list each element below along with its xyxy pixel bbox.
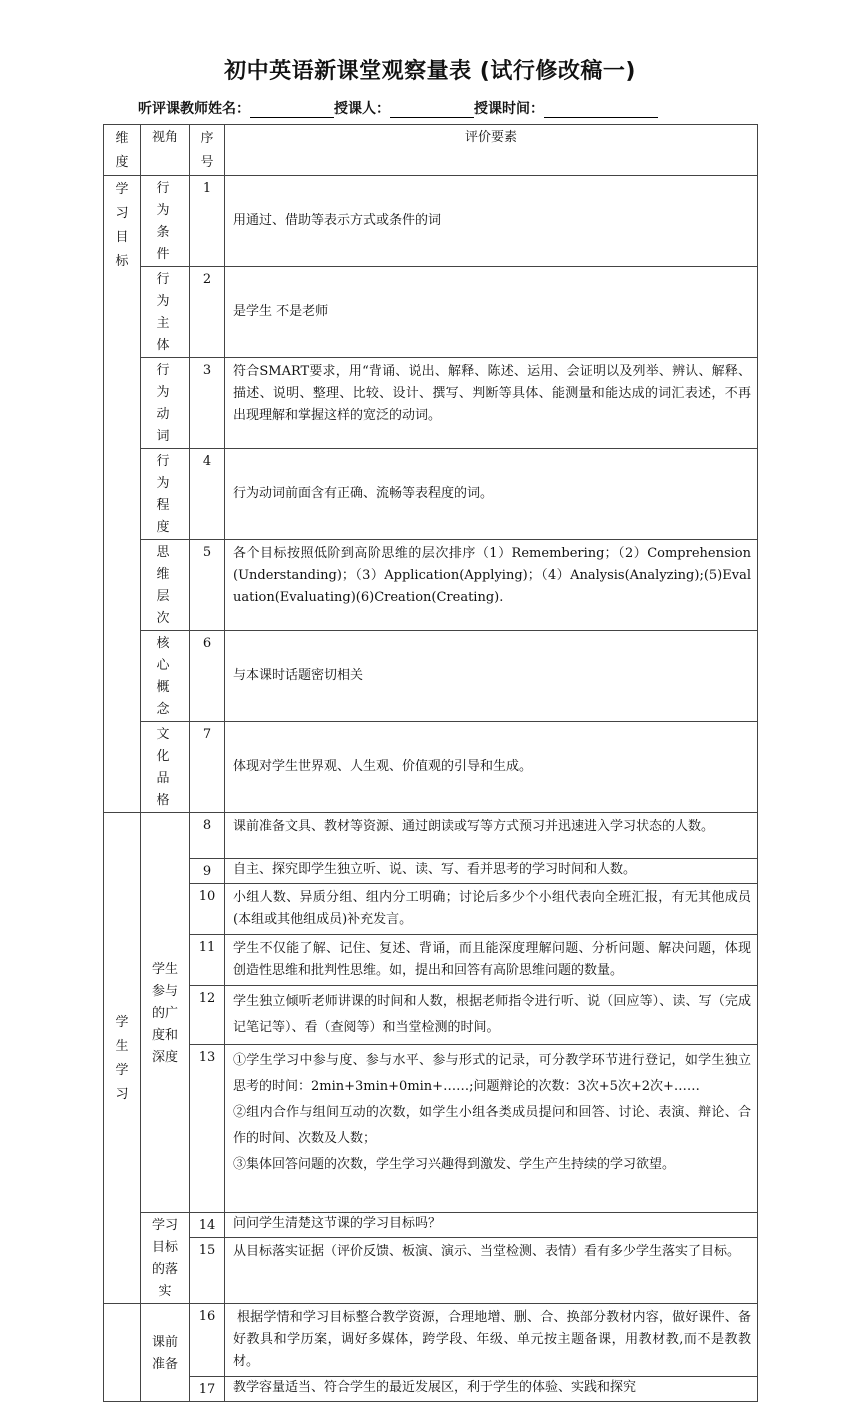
table-row (104, 1238, 758, 1304)
table-row (104, 176, 758, 267)
criteria-text: 学生独立倾听老师讲课的时间和人数，根据老师指令进行听、说（回应等）、读、写（完成记笔记等）、看（查阅等）和当堂检测的时间。 (225, 986, 758, 1045)
criteria-text: 教学容量适当、符合学生的最近发展区，利于学生的体验、实践和探究 (225, 1377, 758, 1402)
criteria-text: 体现对学生世界观、人生观、价值观的引导和生成。 (225, 722, 758, 813)
observer-name-label: 听评课教师姓名： (138, 101, 250, 117)
table-row (104, 986, 758, 1045)
table-row (104, 859, 758, 884)
criteria-paragraph: ③集体回答问题的次数，学生学习兴趣得到激发、学生产生持续的学习欲望。 (233, 1157, 676, 1172)
class-time-label: 授课时间： (474, 101, 544, 117)
criteria-text: 自主、探究即学生独立听、说、读、写、看并思考的学习时间和人数。 (225, 859, 758, 884)
table-row (104, 540, 758, 631)
perspective-goal-achievement: 学习目标的落实 (141, 1213, 190, 1304)
header-number: 序号 (190, 125, 225, 176)
table-row (104, 1045, 758, 1213)
criteria-text: 学生不仅能了解、记住、复述、背诵，而且能深度理解问题、分析问题、解决问题，体现创造性思维和批判性思维。如，提出和回答有高阶思维问题的数量。 (225, 935, 758, 986)
criteria-text: 符合SMART要求，用“背诵、说出、解释、陈述、运用、会证明以及列举、辨认、解释、描述、说明、整理、比较、设计、撰写、判断等具体、能测量和能达成的词汇表述，不再出现理解和掌握这样的宽泛的动词。 (225, 358, 758, 449)
row-number: 7 (190, 722, 225, 813)
row-number: 4 (190, 449, 225, 540)
table-row (104, 884, 758, 935)
perspective-cell: 思维层次 (141, 540, 190, 631)
row-number: 17 (190, 1377, 225, 1402)
perspective-cell: 行为主体 (141, 267, 190, 358)
row-number: 5 (190, 540, 225, 631)
row-number: 2 (190, 267, 225, 358)
header-criteria: 评价要素 (225, 125, 758, 176)
criteria-text: 各个目标按照低阶到高阶思维的层次排序（1）Remembering；（2）Comprehension(Understanding)；（3）Application(Applying)；（4）Analysis(Analyzing);(5)Evaluation(Evaluating)(6)Creation(Creating). (225, 540, 758, 631)
row-number: 14 (190, 1213, 225, 1238)
row-number: 11 (190, 935, 225, 986)
section-student-learning: 学生学习 (104, 813, 141, 1304)
perspective-cell: 行为动词 (141, 358, 190, 449)
perspective-cell: 行为程度 (141, 449, 190, 540)
header-row (104, 125, 758, 176)
section-learning-goals: 学习目标 (104, 176, 141, 813)
perspective-cell: 文化品格 (141, 722, 190, 813)
criteria-text: 行为动词前面含有正确、流畅等表程度的词。 (225, 449, 758, 540)
criteria-text: 与本课时话题密切相关 (225, 631, 758, 722)
row-number: 13 (190, 1045, 225, 1213)
teacher-label: 授课人： (334, 101, 390, 117)
row-number: 16 (190, 1304, 225, 1377)
criteria-text (225, 1045, 758, 1213)
row-number: 9 (190, 859, 225, 884)
perspective-cell: 行为条件 (141, 176, 190, 267)
page-title: 初中英语新课堂观察量表 (试行修改稿一) (224, 59, 636, 84)
row-number: 12 (190, 986, 225, 1045)
row-number: 8 (190, 813, 225, 859)
criteria-text: 从目标落实证据（评价反馈、板演、演示、当堂检测、表情）看有多少学生落实了目标。 (225, 1238, 758, 1304)
table-row (104, 1377, 758, 1402)
table-row (104, 1213, 758, 1238)
criteria-text: 根据学情和学习目标整合教学资源，合理地增、删、合、换部分教材内容，做好课件、备好教具和学历案，调好多媒体，跨学段、年级、单元按主题备课，用教材教,而不是教教材。 (225, 1304, 758, 1377)
table-row (104, 631, 758, 722)
table-row (104, 1304, 758, 1377)
teacher-blank[interactable] (390, 102, 474, 118)
perspective-participation: 学生参与的广度和深度 (141, 813, 190, 1213)
perspective-lesson-prep: 课前准备 (141, 1304, 190, 1402)
table-row (104, 267, 758, 358)
row-number: 15 (190, 1238, 225, 1304)
table-row (104, 358, 758, 449)
table-row (104, 449, 758, 540)
header-dimension: 维度 (104, 125, 141, 176)
section-blank (104, 1304, 141, 1402)
criteria-paragraph: ①学生学习中参与度、参与水平、参与形式的记录，可分教学环节进行登记，如学生独立思考的时间：2min+3min+0min+……;问题辩论的次数：3次+5次+2次+…… (233, 1053, 751, 1094)
class-time-blank[interactable] (544, 102, 658, 118)
criteria-text: 是学生 不是老师 (225, 267, 758, 358)
criteria-text: 小组人数、异质分组、组内分工明确；讨论后多少个小组代表向全班汇报，有无其他成员(本组或其他组成员)补充发言。 (225, 884, 758, 935)
criteria-paragraph: ②组内合作与组间互动的次数，如学生小组各类成员提问和回答、讨论、表演、辩论、合作的时间、次数及人数； (233, 1105, 751, 1146)
table-row (104, 935, 758, 986)
observer-name-blank[interactable] (250, 102, 334, 118)
header-perspective: 视角 (141, 125, 190, 176)
row-number: 10 (190, 884, 225, 935)
perspective-cell: 核心概念 (141, 631, 190, 722)
criteria-text: 问问学生清楚这节课的学习目标吗？ (225, 1213, 758, 1238)
table-row (104, 722, 758, 813)
observer-info-line (138, 98, 658, 118)
criteria-text: 用通过、借助等表示方式或条件的词 (225, 176, 758, 267)
row-number: 6 (190, 631, 225, 722)
row-number: 1 (190, 176, 225, 267)
table-row (104, 813, 758, 859)
criteria-text: 课前准备文具、教材等资源、通过朗读或写等方式预习并迅速进入学习状态的人数。 (225, 813, 758, 859)
row-number: 3 (190, 358, 225, 449)
observation-table (103, 124, 758, 1402)
